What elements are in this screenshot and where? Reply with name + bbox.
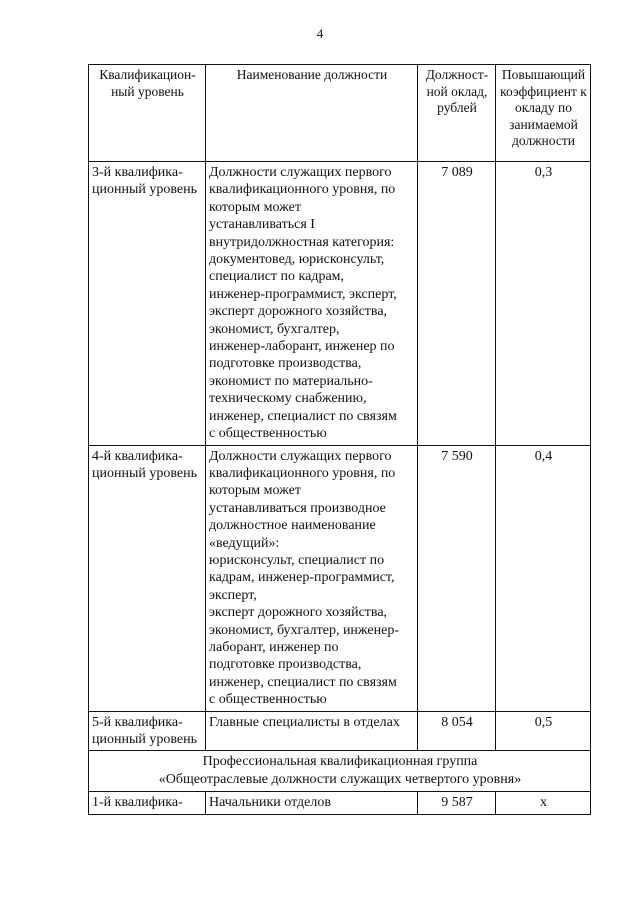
qualification-table <box>88 64 591 815</box>
row-level: 3-й квалифика-ционный уровень <box>89 162 206 446</box>
row-coefficient: 0,4 <box>496 445 591 711</box>
position-line: экономист по материально- <box>209 373 373 389</box>
header-position: Наименование должности <box>206 65 418 162</box>
table-row <box>89 162 591 446</box>
position-line: внутридолжностная категория: <box>209 234 395 250</box>
position-line: эксперт дорожного хозяйства, <box>209 304 388 320</box>
row-position <box>206 711 418 751</box>
header-level: Квалификацион-ный уровень <box>89 65 206 162</box>
position-line: специалист по кадрам, <box>209 269 345 285</box>
row-salary: 7 590 <box>418 445 496 711</box>
position-line: лаборант, инженер по <box>209 639 339 655</box>
position-line: которым может <box>209 483 301 499</box>
row-position <box>206 162 418 446</box>
position-line: Должности служащих первого <box>209 448 392 464</box>
row-position <box>206 445 418 711</box>
row-coefficient: 0,3 <box>496 162 591 446</box>
position-line: с общественностью <box>209 692 327 708</box>
position-line: которым может <box>209 199 301 215</box>
row-level: 5-й квалифика-ционный уровень <box>89 711 206 751</box>
position-line: с общественностью <box>209 426 327 442</box>
table-row <box>89 445 591 711</box>
row-salary: 9 587 <box>418 792 496 814</box>
row-salary: 7 089 <box>418 162 496 446</box>
position-line: Главные специалисты в отделах <box>209 714 400 730</box>
table-row <box>89 711 591 751</box>
group-heading <box>89 751 591 792</box>
header-salary: Должност-ной оклад, рублей <box>418 65 496 162</box>
page-number: 4 <box>316 26 324 41</box>
group-heading-line1: Профессиональная квалификационная группа <box>202 754 478 770</box>
header-coefficient: Повышающий коэффициент к окладу по занимаемой должности <box>496 65 591 162</box>
position-line: юрисконсульт, специалист по <box>209 552 385 568</box>
row-coefficient: 0,5 <box>496 711 591 751</box>
group-heading-line2: «Общеотраслевые должности служащих четвертого уровня» <box>158 772 522 788</box>
position-line: экономист, бухгалтер, <box>209 321 340 337</box>
row-level: 1-й квалифика- <box>89 792 206 814</box>
position-line: устанавливаться производное <box>209 500 386 516</box>
position-line: инженер-программист, эксперт, <box>209 286 397 302</box>
position-line: инженер, специалист по связям <box>209 674 397 690</box>
row-level: 4-й квалифика-ционный уровень <box>89 445 206 711</box>
table-body <box>89 162 591 815</box>
position-line: техническому снабжению, <box>209 391 367 407</box>
position-line: подготовке производства, <box>209 356 362 372</box>
row-coefficient: х <box>496 792 591 814</box>
position-line: подготовке производства, <box>209 657 362 673</box>
position-line: «ведущий»: <box>209 535 280 551</box>
group-heading-row <box>89 751 591 792</box>
row-salary: 8 054 <box>418 711 496 751</box>
position-line: квалификационного уровня, по <box>209 182 396 198</box>
position-line: кадрам, инженер-программист, <box>209 570 395 586</box>
position-line: документовед, юрисконсульт, <box>209 252 385 268</box>
table-row <box>89 792 591 814</box>
position-line: должностное наименование <box>209 518 376 534</box>
position-line: эксперт, <box>209 587 257 603</box>
position-line: инженер-лаборант, инженер по <box>209 339 395 355</box>
position-line: экономист, бухгалтер, инженер- <box>209 622 399 638</box>
position-line: квалификационного уровня, по <box>209 465 396 481</box>
row-position: Начальники отделов <box>206 792 418 814</box>
position-line: Должности служащих первого <box>209 165 392 180</box>
table-header-row <box>89 65 591 162</box>
position-line: эксперт дорожного хозяйства, <box>209 605 388 621</box>
position-line: инженер, специалист по связям <box>209 408 397 424</box>
position-line: устанавливаться I <box>209 217 315 233</box>
